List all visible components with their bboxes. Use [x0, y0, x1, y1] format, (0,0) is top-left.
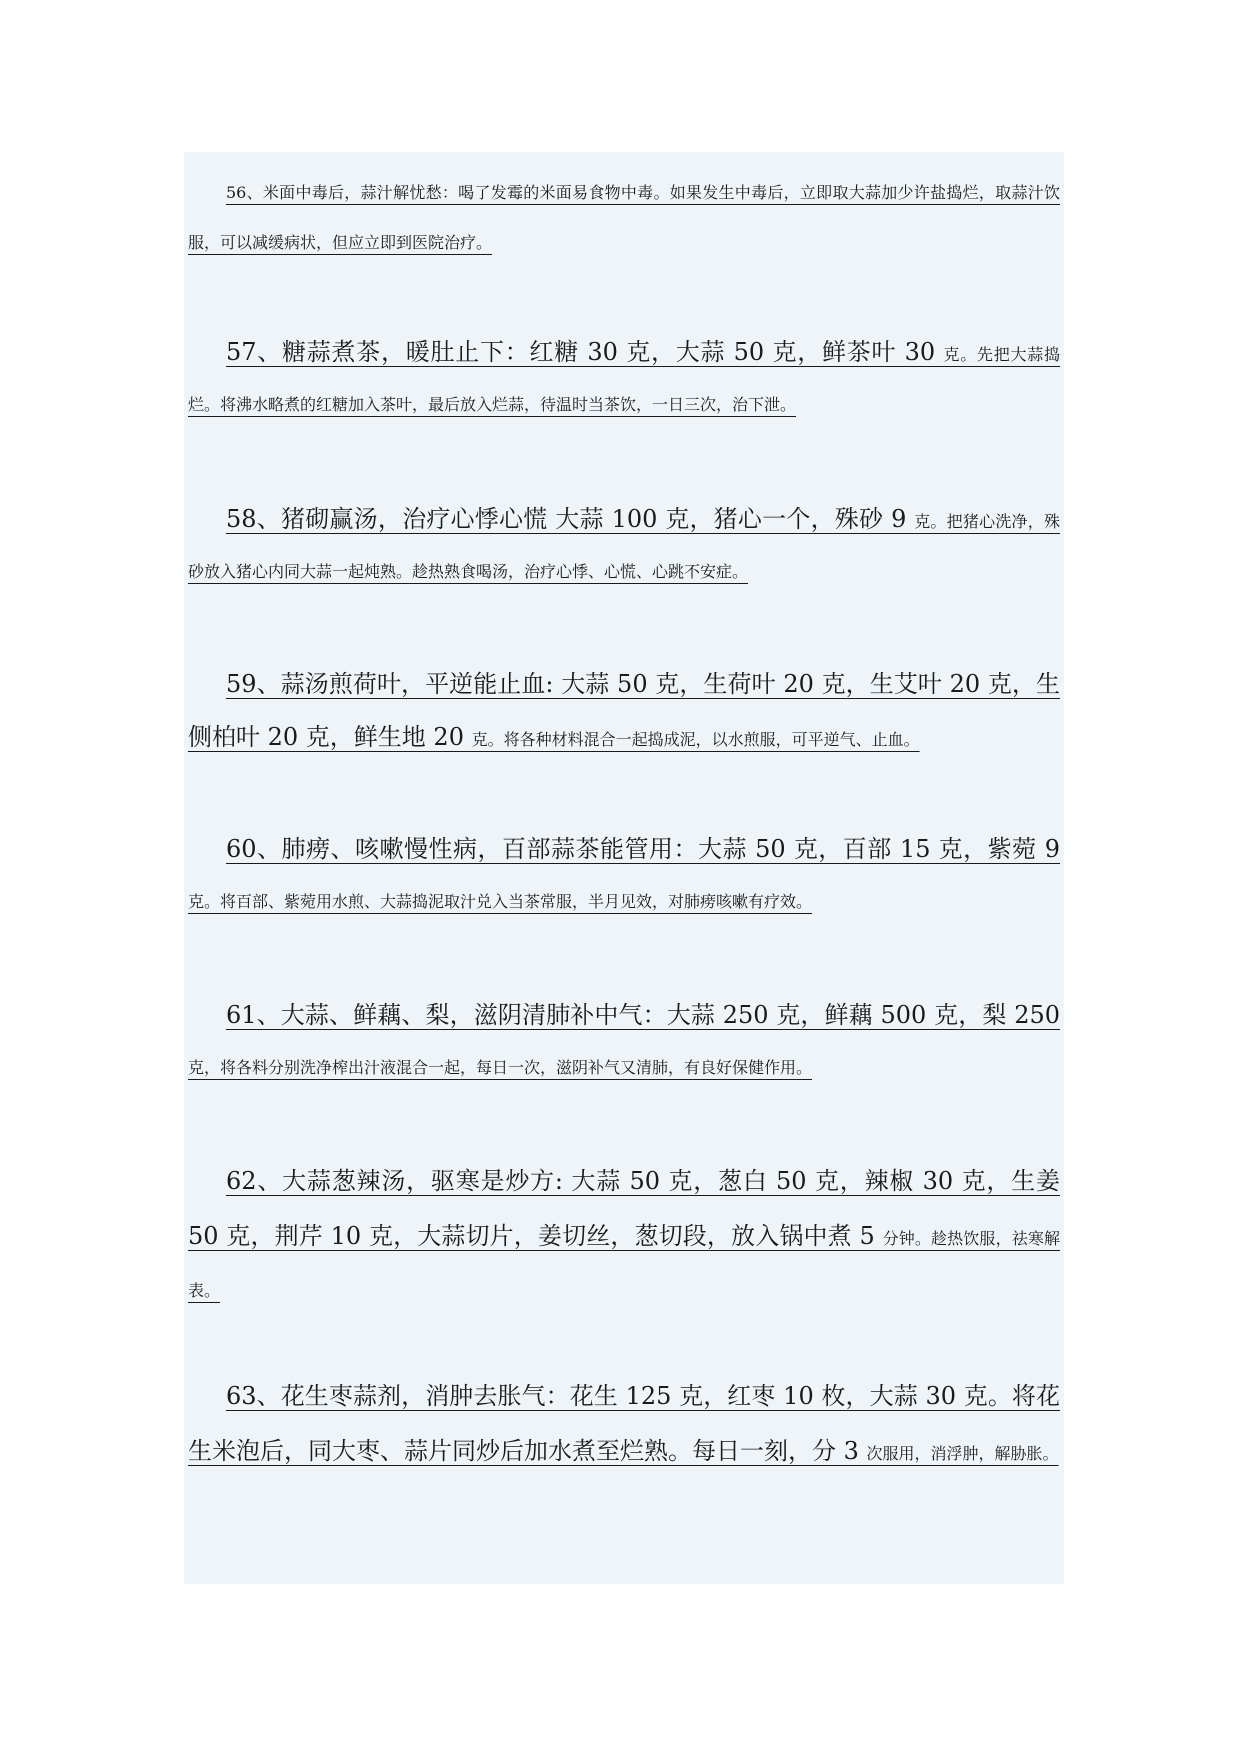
list-item: 56、米面中毒后，蒜汁解忧愁：喝了发霉的米面易食物中毒。如果发生中毒后，立即取大蒜加少许盐捣烂，取蒜汁饮服，可以减缓病状，但应立即到医院治疗。 [188, 183, 1060, 252]
list-item: 61、大蒜、鲜藕、梨，滋阴清肺补中气：大蒜 250 克，鲜藕 500 克，梨 250 克，将各料分别洗净榨出汁液混合一起，每日一次，滋阴补气又清肺，有良好保健作用。 [188, 1001, 1060, 1077]
list-item: 60、肺痨、咳嗽慢性病，百部蒜茶能管用：大蒜 50 克，百部 15 克，紫菀 9 克。将百部、紫菀用水煎、大蒜捣泥取汁兑入当茶常服，半月见效，对肺痨咳嗽有疗效。 [188, 835, 1060, 911]
list-item: 57、糖蒜煮茶，暖肚止下：红糖 30 克，大蒜 50 克，鲜茶叶 30 克。先把大蒜捣烂。将沸水略煮的红糖加入茶叶，最后放入烂蒜，待温时当茶饮，一日三次，治下泄。 [188, 338, 1060, 414]
list-item: 58、猪砌赢汤，治疗心悸心慌 大蒜 100 克，猪心一个，殊砂 9 克。把猪心洗净，殊砂放入猪心内同大蒜一起炖熟。趁热熟食喝汤，治疗心悸、心慌、心跳不安症。 [188, 505, 1060, 581]
list-item: 62、大蒜葱辣汤，驱寒是炒方: 大蒜 50 克，葱白 50 克，辣椒 30 克，生姜 50 克，荆芹 10 克，大蒜切片，姜切丝，葱切段，放入锅中煮 5 分钟。趁热饮服，祛寒解表。 [188, 1167, 1060, 1300]
list-item: 63、花生枣蒜剂，消肿去胀气：花生 125 克，红枣 10 枚，大蒜 30 克。将花生米泡后，同大枣、蒜片同炒后加水煮至烂熟。每日一刻，分 3 次服用，消浮肿，解胁胀。 [188, 1382, 1060, 1465]
list-item: 59、蒜汤煎荷叶，平逆能止血: 大蒜 50 克，生荷叶 20 克，生艾叶 20 克，生侧柏叶 20 克，鲜生地 20 克。将各种材料混合一起捣成泥，以水煎服，可平逆气、止血。 [188, 670, 1060, 751]
